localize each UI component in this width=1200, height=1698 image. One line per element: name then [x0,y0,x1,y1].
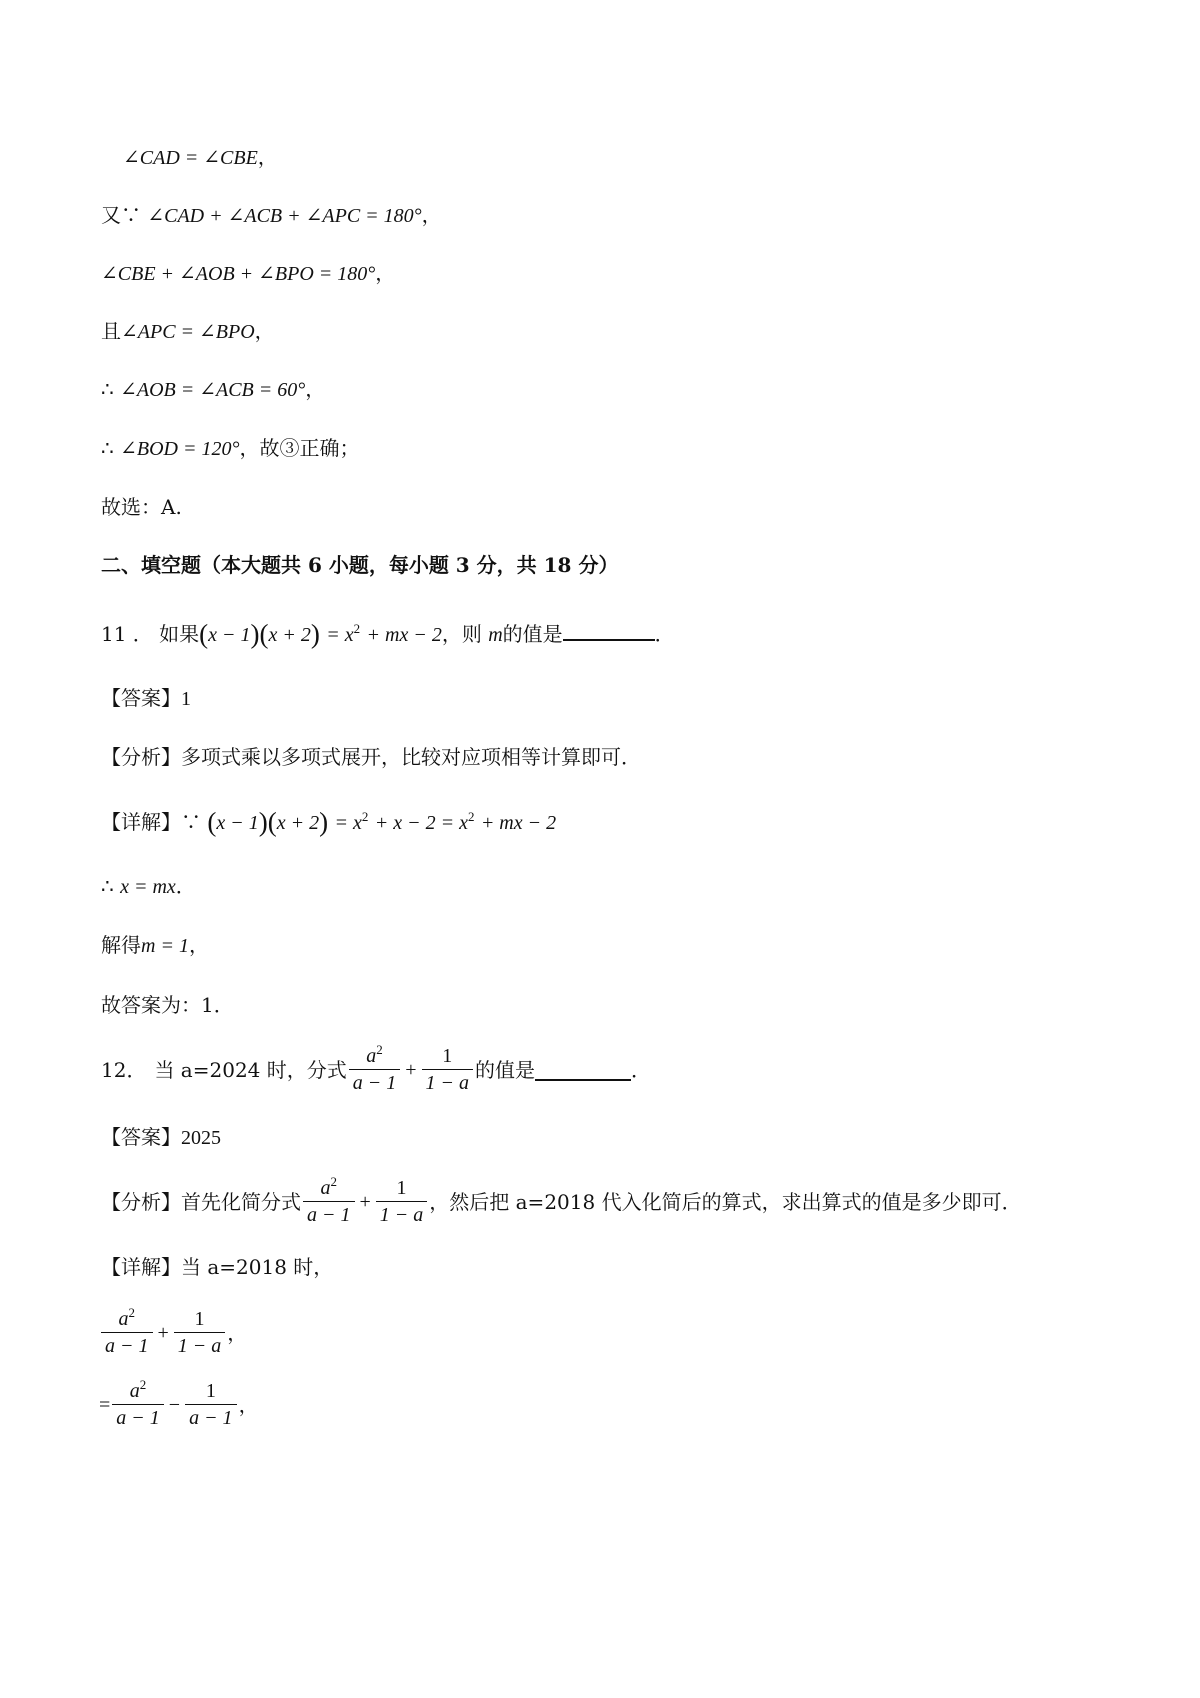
answer-blank [563,619,655,641]
prefix-text: 且 [101,319,121,343]
exponent: 2 [467,809,475,824]
paren-close: ) [319,807,329,837]
analysis-label: 【分析】 [101,745,181,769]
exponent: 2 [128,1305,135,1320]
paren-open: ( [259,619,269,649]
detail-label: 【详解】 [101,810,181,834]
paren-close: ) [250,619,260,649]
plus-sign: + [405,1058,417,1081]
fraction-1-over-1-minus-a [376,1178,428,1225]
variable-m: m [488,624,503,646]
solve-lead: 解得 [101,933,141,957]
factor-2: x + 2 [276,812,320,834]
because-symbol: ∵ [181,810,201,834]
section-heading-text: 二、填空题（本大题共 6 小题，每小题 3 分，共 18 分） [101,553,619,577]
final-answer-text: 故答案为：1． [101,993,234,1017]
denominator: 1 − a [376,1201,428,1225]
math-expression: ∠CAD + ∠ACB + ∠APC = 180° [147,205,422,227]
detail-text: 当 a=2018 时， [181,1255,334,1279]
eq-part-b: + x − 2 = x [374,812,468,834]
therefore-symbol: ∴ [101,436,114,460]
math-expression: m = 1 [141,935,189,957]
denominator: 1 − a [174,1332,226,1356]
q11-answer [101,688,191,709]
factor-2: x + 2 [268,624,311,646]
numerator: 1 [205,1380,216,1402]
detail-label: 【详解】 [101,1255,181,1279]
question-mid: ，则 [441,622,482,646]
analysis-text: 多项式乘以多项式展开，比较对应项相等计算即可． [181,745,641,769]
paren-open: ( [199,619,209,649]
conclusion-text: ，故③正确； [239,436,360,460]
question-end: ． [631,1057,652,1082]
exponent: 2 [376,1042,383,1057]
math-expression: x = mx [120,876,176,898]
numerator: a [320,1177,331,1199]
math-expression: ∠APC = ∠BPO [121,321,255,343]
punctuation: ， [188,933,209,957]
paren-open: ( [267,807,277,837]
question-end: ． [654,622,675,646]
analysis-lead: 首先化简分式 [181,1189,301,1214]
paren-close: ) [258,807,268,837]
math-expression: ∠AOB = ∠ACB = 60° [120,379,306,401]
numerator: 1 [396,1177,407,1199]
q11-detail [101,809,556,836]
exponent: 2 [361,809,369,824]
numerator: a [129,1380,140,1402]
factor-1: x − 1 [208,624,251,646]
paren-open: ( [207,807,217,837]
q11-solve [101,935,209,956]
q11-analysis [101,747,641,767]
fraction-1-over-1-minus-a [422,1046,474,1093]
proof-line-5 [101,379,325,400]
punctuation: ， [421,203,442,227]
q11-therefore [101,876,196,897]
numerator: a [366,1045,377,1067]
equals-sign: = [99,1393,111,1416]
numerator: 1 [442,1045,453,1067]
exponent: 2 [330,1174,337,1189]
proof-line-3 [101,263,395,284]
punctuation: ， [227,1320,248,1345]
rhs: = x [326,624,354,646]
fraction-a2-over-a-minus-1 [112,1377,164,1429]
eq-part-a: = x [334,812,362,834]
proof-line-6 [101,438,359,459]
question-11 [101,619,675,648]
math-expression: ∠CAD = ∠CBE [123,147,258,169]
choice-text: 故选：A. [101,495,182,519]
proof-line-2 [101,205,442,226]
question-lead: 如果 [159,622,200,646]
therefore-symbol: ∴ [101,874,114,898]
prefix-text: 又∵ [101,203,141,227]
plus-sign: + [157,1321,169,1344]
q12-step-1 [99,1305,248,1357]
math-expression: ∠BOD = 120° [120,438,240,460]
choice-line [101,497,182,517]
question-lead: 当 a=2024 时，分式 [154,1057,347,1082]
question-12 [101,1042,652,1094]
eq-part-c: + mx − 2 [480,812,557,834]
punctuation: ， [238,1392,259,1417]
numerator: a [118,1308,129,1330]
denominator: a − 1 [101,1332,153,1356]
q11-final [101,995,234,1015]
punctuation: ， [375,261,396,285]
paren-close: ) [310,619,320,649]
answer-label: 【答案】 [101,686,181,710]
fraction-a2-over-a-minus-1 [349,1042,401,1094]
therefore-symbol: ∴ [101,377,114,401]
fraction-1-over-1-minus-a [174,1309,226,1356]
denominator: a − 1 [303,1201,355,1225]
analysis-tail: ，然后把 a=2018 代入化简后的算式，求出算式的值是多少即可． [429,1189,1022,1214]
answer-value: 2025 [181,1127,221,1149]
fraction-a2-over-a-minus-1 [101,1305,153,1357]
punctuation: ， [257,145,278,169]
denominator: a − 1 [349,1069,401,1093]
answer-blank [535,1059,631,1081]
punctuation: ， [254,319,275,343]
answer-label: 【答案】 [101,1125,181,1149]
answer-value: 1 [181,688,191,710]
question-tail: 的值是 [502,622,563,646]
q12-step-2 [99,1377,259,1429]
proof-line-4 [101,321,275,342]
question-tail: 的值是 [475,1057,536,1082]
numerator: 1 [194,1308,205,1330]
q12-answer [101,1127,221,1148]
question-number: 12． [101,1057,147,1082]
denominator: 1 − a [422,1069,474,1093]
punctuation: ， [305,377,326,401]
q12-analysis [101,1174,1022,1226]
fraction-a2-over-a-minus-1 [303,1174,355,1226]
plus-sign: + [359,1190,371,1213]
q12-detail [101,1257,333,1277]
question-number: 11 ． [101,622,153,646]
rhs-rest: + mx − 2 [366,624,442,646]
denominator: a − 1 [112,1404,164,1428]
math-expression: ∠CBE + ∠AOB + ∠BPO = 180° [101,263,376,285]
denominator: a − 1 [185,1404,237,1428]
punctuation: ． [175,874,196,898]
proof-line-1 [123,147,278,168]
fraction-1-over-a-minus-1 [185,1381,237,1428]
analysis-label: 【分析】 [101,1189,181,1214]
exponent: 2 [139,1377,147,1392]
exponent: 2 [353,621,361,636]
section-heading [101,555,618,575]
minus-sign: − [168,1393,181,1416]
factor-1: x − 1 [216,812,259,834]
